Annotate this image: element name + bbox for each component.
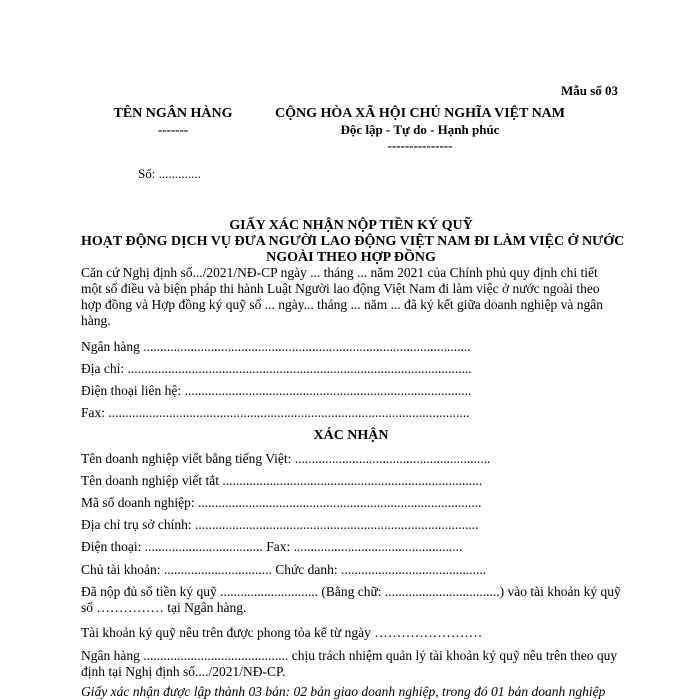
company-name-field: Tên doanh nghiệp viết bằng tiếng Việt: .......................................................... — [81, 451, 491, 466]
phone-fax-field: Điện thoại: ................................... Fax: .................................................. — [81, 539, 463, 554]
document-number: Số: ............. — [138, 166, 201, 181]
bank-field: Ngân hàng ................................................................................................. — [81, 339, 471, 354]
tax-code-field: Mã số doanh nghiệp: .................................................................................... — [81, 495, 482, 510]
bank-name-dash: ------- — [157, 122, 189, 137]
document-title: GIẤY XÁC NHẬN NỘP TIỀN KÝ QUỸ — [229, 218, 473, 233]
intro-paragraph: Căn cứ Nghị định số.../2021/NĐ-CP ngày ... tháng ... năm 2021 của Chính phủ quy định chi tiết một số điều và biện pháp thi hành Luật Người lao động Việt Nam đi làm việc ở nước ngoài theo hợp đồng và Hợp đồng ký quỹ số ... ngày... tháng ... năm ... đã ký kết giữa doanh nghiệp và ngân hàng. — [81, 265, 604, 328]
document-title-line2: HOẠT ĐỘNG DỊCH VỤ ĐƯA NGƯỜI LAO ĐỘNG VIỆT NAM ĐI LÀM VIỆC Ở NƯỚC — [81, 234, 625, 249]
country-name: CỘNG HÒA XÃ HỘI CHỦ NGHĨA VIỆT NAM — [274, 106, 565, 121]
national-motto: Độc lập - Tự do - Hạnh phúc — [340, 122, 500, 137]
address-field: Địa chỉ: ...................................................................................................... — [81, 361, 472, 376]
company-short-name-field: Tên doanh nghiệp viết tắt ............................................................................. — [81, 473, 483, 488]
deposit-paragraph: Đã nộp đủ số tiền ký quỹ ............................. (Bằng chữ: ..................................) vào tài khoản ký quỹ số …………… tại Ngân hàng. — [81, 584, 621, 615]
head-office-field: Địa chỉ trụ sở chính: .................................................................................... — [81, 517, 479, 532]
confirm-heading: XÁC NHẬN — [313, 428, 389, 443]
form-number: Mẫu số 03 — [560, 83, 618, 98]
responsibility-paragraph: Ngân hàng ........................................... chịu trách nhiệm quản lý tài khoản ký quỹ nêu trên theo quy định tại Nghị định số..../2021/NĐ-CP. — [81, 648, 618, 679]
document-title-line3: NGOÀI THEO HỢP ĐỒNG — [266, 250, 436, 265]
footnote: Giấy xác nhận được lập thành 03 bản: 02 bản giao doanh nghiệp, trong đó 01 bản doanh nghiệp — [81, 684, 606, 699]
bank-name-header: TÊN NGÂN HÀNG — [113, 106, 233, 121]
phone-field: Điện thoại liên hệ: ..................................................................................... — [81, 383, 472, 398]
fax-field: Fax: ........................................................................................................... — [81, 405, 470, 420]
account-owner-field: Chủ tài khoản: ................................ Chức danh: ........................................... — [81, 562, 487, 577]
blocked-date-line: Tài khoản ký quỹ nêu trên được phong tỏa kể từ ngày …………………… — [81, 625, 483, 640]
motto-dash: --------------- — [387, 138, 453, 153]
